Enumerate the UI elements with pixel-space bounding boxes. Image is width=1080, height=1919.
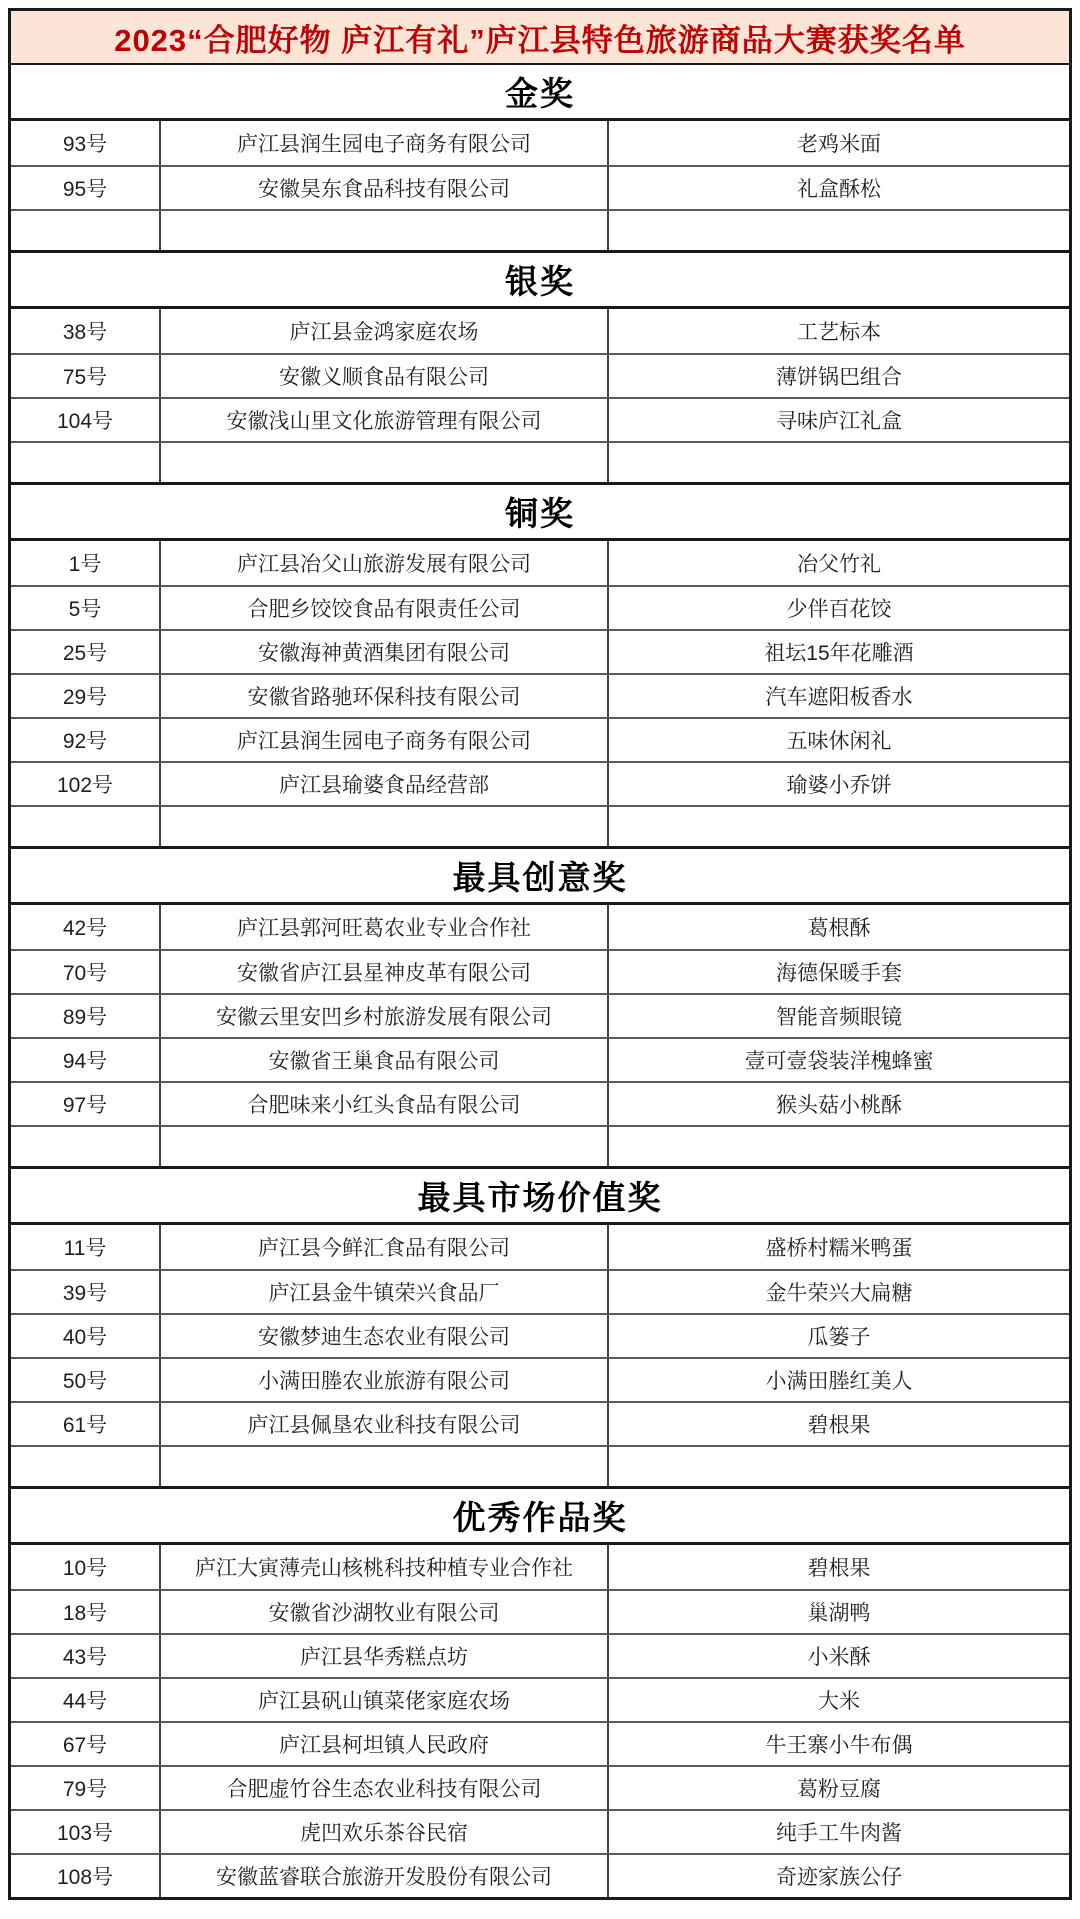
cell-product: 瓜篓子 [807,1326,871,1349]
cell-product: 巢湖鸭 [807,1602,871,1625]
table-row [11,1853,1069,1897]
section-creativity [11,849,1069,1169]
cell-entry-number [11,807,161,846]
table-row [11,1357,1069,1401]
cell-product: 碧根果 [807,1414,871,1437]
cell-product: 壹可壹袋装洋槐蜂蜜 [744,1050,934,1073]
cell-product: 小满田塍红美人 [765,1370,913,1393]
cell-entry-number: 93号 [11,121,161,165]
empty-row [11,1125,1069,1169]
cell-entry-number: 89号 [11,995,161,1037]
cell-entry-number: 70号 [11,951,161,993]
section-header-silver: 银奖 [11,253,1069,309]
cell-product [609,807,1069,846]
cell-company: 安徽梦迪生态农业有限公司 [161,1315,609,1357]
page-title: 2023“合肥好物 庐江有礼”庐江县特色旅游商品大赛获奖名单 [11,11,1069,65]
cell-company: 合肥虚竹谷生态农业科技有限公司 [161,1767,609,1809]
cell-entry-number [11,1127,161,1166]
cell-product [609,211,1069,250]
cell-product: 智能音频眼镜 [776,1006,902,1029]
empty-row [11,1445,1069,1489]
cell-entry-number: 43号 [11,1635,161,1677]
cell-entry-number: 18号 [11,1591,161,1633]
section-header-creativity: 最具创意奖 [11,849,1069,905]
cell-product: 五味休闲礼 [786,730,892,753]
cell-product: 少伴百花饺 [786,598,892,621]
empty-row [11,805,1069,849]
cell-product [609,443,1069,482]
cell-company: 合肥味来小红头食品有限公司 [161,1083,609,1125]
cell-entry-number [11,443,161,482]
cell-company [161,1447,609,1486]
cell-company: 庐江县金鸿家庭农场 [161,309,609,353]
cell-entry-number [11,211,161,250]
table-row [11,1809,1069,1853]
table-row [11,353,1069,397]
cell-company: 安徽浅山里文化旅游管理有限公司 [161,399,609,441]
cell-entry-number: 103号 [11,1811,161,1853]
cell-entry-number: 67号 [11,1723,161,1765]
cell-product: 汽车遮阳板香水 [765,686,913,709]
cell-company: 安徽省王巢食品有限公司 [161,1039,609,1081]
cell-product: 牛王寨小牛布偶 [765,1734,913,1757]
cell-company [161,443,609,482]
cell-entry-number: 29号 [11,675,161,717]
cell-company: 庐江县金牛镇荣兴食品厂 [161,1271,609,1313]
cell-product [609,1127,1069,1166]
empty-row [11,441,1069,485]
cell-company: 庐江县华秀糕点坊 [161,1635,609,1677]
table-row [11,1765,1069,1809]
table-row [11,1677,1069,1721]
cell-entry-number: 102号 [11,763,161,805]
cell-product: 礼盒酥松 [797,178,881,201]
table-row [11,397,1069,441]
section-silver [11,253,1069,485]
section-market-value [11,1169,1069,1489]
table-row [11,1401,1069,1445]
table-row [11,1269,1069,1313]
cell-company: 虎凹欢乐茶谷民宿 [161,1811,609,1853]
table-row [11,993,1069,1037]
cell-entry-number: 79号 [11,1767,161,1809]
cell-company [161,211,609,250]
cell-product: 老鸡米面 [797,133,881,156]
section-bronze [11,485,1069,849]
cell-product: 祖坛15年花雕酒 [764,642,914,665]
cell-product: 小米酥 [807,1646,871,1669]
cell-entry-number: 104号 [11,399,161,441]
cell-company: 安徽省沙湖牧业有限公司 [161,1591,609,1633]
section-header-excellent-work: 优秀作品奖 [11,1489,1069,1545]
table-row [11,165,1069,209]
cell-product: 金牛荣兴大扁糖 [765,1282,913,1305]
cell-entry-number: 92号 [11,719,161,761]
award-table [8,8,1072,1900]
section-header-gold: 金奖 [11,65,1069,121]
cell-company: 安徽省庐江县星神皮革有限公司 [161,951,609,993]
cell-entry-number: 25号 [11,631,161,673]
cell-company: 庐江县今鲜汇食品有限公司 [161,1225,609,1269]
cell-company: 庐江县柯坦镇人民政府 [161,1723,609,1765]
cell-entry-number: 61号 [11,1403,161,1445]
empty-row [11,209,1069,253]
cell-entry-number: 11号 [11,1225,161,1269]
cell-product: 奇迹家族公仔 [776,1866,902,1889]
table-row [11,1037,1069,1081]
section-header-bronze: 铜奖 [11,485,1069,541]
table-row [11,905,1069,949]
table-row [11,309,1069,353]
table-row [11,1225,1069,1269]
cell-company: 安徽云里安凹乡村旅游发展有限公司 [161,995,609,1037]
cell-product: 猴头菇小桃酥 [776,1094,902,1117]
cell-entry-number: 10号 [11,1545,161,1589]
cell-company: 小满田塍农业旅游有限公司 [161,1359,609,1401]
table-row [11,949,1069,993]
cell-entry-number: 94号 [11,1039,161,1081]
table-row [11,1081,1069,1125]
cell-company: 庐江县冶父山旅游发展有限公司 [161,541,609,585]
cell-entry-number: 42号 [11,905,161,949]
cell-entry-number: 40号 [11,1315,161,1357]
cell-company [161,807,609,846]
section-excellent-work [11,1489,1069,1897]
cell-entry-number: 5号 [11,587,161,629]
cell-company: 庐江县润生园电子商务有限公司 [161,121,609,165]
cell-product: 葛根酥 [807,917,871,940]
section-gold [11,65,1069,253]
cell-product: 碧根果 [807,1557,871,1580]
cell-company: 合肥乡饺饺食品有限责任公司 [161,587,609,629]
table-row [11,1589,1069,1633]
cell-entry-number: 39号 [11,1271,161,1313]
cell-company: 庐江县郭河旺葛农业专业合作社 [161,905,609,949]
cell-company: 安徽省路驰环保科技有限公司 [161,675,609,717]
cell-product: 瑜婆小乔饼 [786,774,892,797]
cell-company: 庐江县瑜婆食品经营部 [161,763,609,805]
table-row [11,1545,1069,1589]
cell-company: 安徽蓝睿联合旅游开发股份有限公司 [161,1855,609,1897]
cell-product: 海德保暖手套 [776,962,902,985]
cell-entry-number: 75号 [11,355,161,397]
table-row [11,629,1069,673]
cell-entry-number: 50号 [11,1359,161,1401]
table-row [11,121,1069,165]
cell-entry-number: 1号 [11,541,161,585]
table-row [11,585,1069,629]
cell-product: 大米 [818,1690,860,1713]
cell-product: 葛粉豆腐 [797,1778,881,1801]
cell-product: 冶父竹礼 [797,553,881,576]
table-row [11,1313,1069,1357]
table-row [11,541,1069,585]
section-header-market-value: 最具市场价值奖 [11,1169,1069,1225]
cell-company: 安徽昊东食品科技有限公司 [161,167,609,209]
cell-entry-number [11,1447,161,1486]
cell-company: 庐江大寅薄壳山核桃科技种植专业合作社 [161,1545,609,1589]
cell-entry-number: 108号 [11,1855,161,1897]
table-row [11,717,1069,761]
table-row [11,1633,1069,1677]
cell-company: 庐江县矾山镇菜佬家庭农场 [161,1679,609,1721]
cell-entry-number: 44号 [11,1679,161,1721]
cell-company: 庐江县润生园电子商务有限公司 [161,719,609,761]
cell-company: 安徽海神黄酒集团有限公司 [161,631,609,673]
cell-company: 安徽义顺食品有限公司 [161,355,609,397]
cell-company [161,1127,609,1166]
cell-entry-number: 95号 [11,167,161,209]
cell-product: 薄饼锅巴组合 [776,366,902,389]
cell-product: 盛桥村糯米鸭蛋 [765,1237,913,1260]
cell-product [609,1447,1069,1486]
cell-product: 工艺标本 [797,321,881,344]
table-row [11,761,1069,805]
cell-product: 纯手工牛肉酱 [776,1822,902,1845]
table-row [11,673,1069,717]
cell-entry-number: 38号 [11,309,161,353]
cell-entry-number: 97号 [11,1083,161,1125]
cell-company: 庐江县佩垦农业科技有限公司 [161,1403,609,1445]
cell-product: 寻味庐江礼盒 [776,410,902,433]
table-row [11,1721,1069,1765]
